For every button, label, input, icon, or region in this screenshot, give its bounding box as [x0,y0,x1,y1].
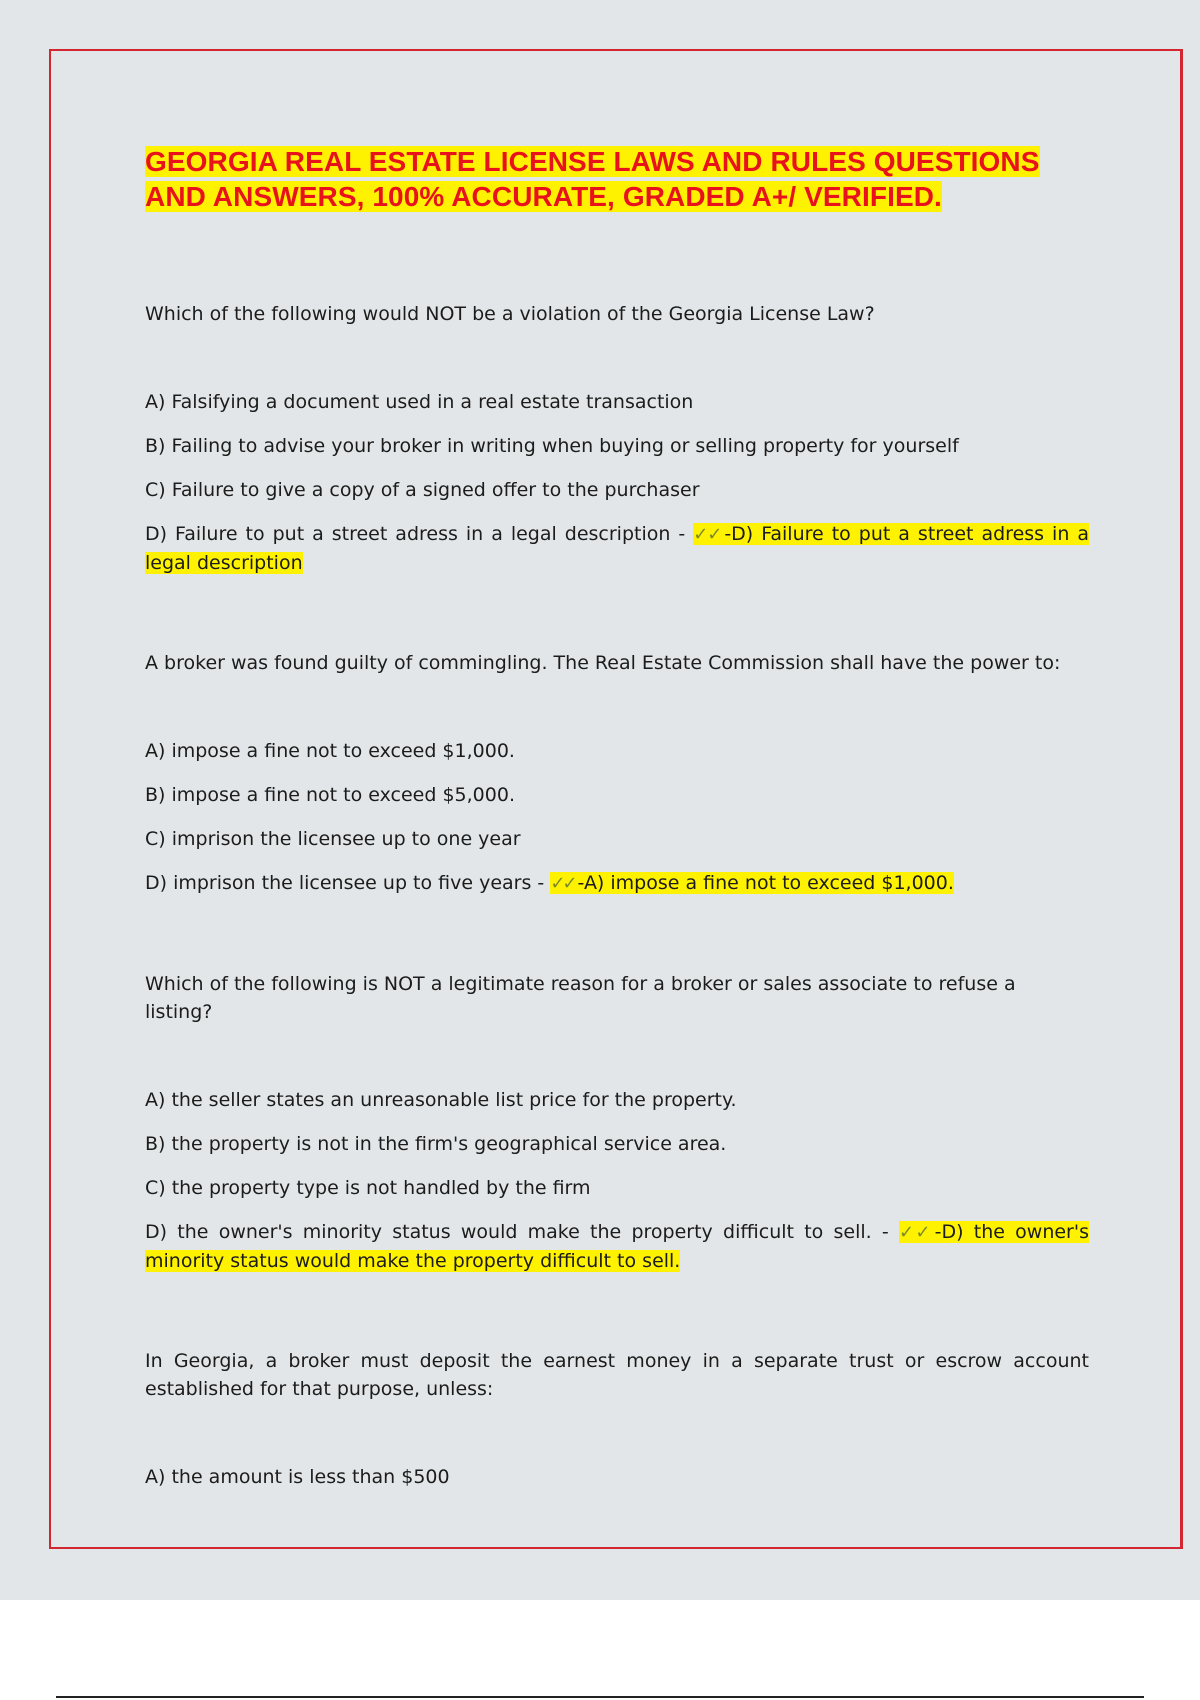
question-text: Which of the following would NOT be a violation of the Georgia License Law? [145,303,875,325]
option-text: D) the owner's minority status would make the property difficult to sell. - [145,1221,889,1243]
option-item: C) the property type is not handled by the firm [145,1177,591,1199]
question-block [145,300,1089,577]
question-block [145,1347,1089,1491]
option-item: A) the seller states an unreasonable list price for the property. [145,1089,737,1111]
double-check-icon: ✓✓ [899,1222,932,1243]
option-item: B) impose a fine not to exceed $5,000. [145,784,515,806]
title-line-1: GEORGIA REAL ESTATE LICENSE LAWS AND RULES QUESTIONS [145,146,1040,177]
question-text: A broker was found guilty of commingling. The Real Estate Commission shall have the power to: [145,652,1061,674]
title-line-2: AND ANSWERS, 100% ACCURATE, GRADED A+/ VERIFIED. [145,181,942,212]
double-check-icon: ✓✓ [693,524,722,545]
options-list [145,1086,1089,1275]
answer-text: -A) impose a fine not to exceed $1,000. [577,872,954,894]
question-list [145,300,1089,1507]
option-item-with-answer [145,520,1089,577]
option-item: B) the property is not in the firm's geographical service area. [145,1133,727,1155]
option-item: A) impose a fine not to exceed $1,000. [145,740,515,762]
options-list [145,388,1089,577]
option-item: A) Falsifying a document used in a real estate transaction [145,391,694,413]
options-list [145,737,1089,898]
question-text: Which of the following is NOT a legitimate reason for a broker or sales associate to refuse a listing? [145,973,1016,1023]
option-item: A) the amount is less than $500 [145,1466,450,1488]
question-block [145,970,1089,1275]
answer-text: -D) the owner's minority status would make the property difficult to sell. [145,1221,1089,1272]
option-text: D) imprison the licensee up to five years - [145,872,545,894]
question-block [145,649,1089,898]
option-item-with-answer [145,1218,1089,1275]
option-item: C) Failure to give a copy of a signed offer to the purchaser [145,479,700,501]
option-item: C) imprison the licensee up to one year [145,828,521,850]
option-item-with-answer [145,869,1089,898]
answer-highlight [550,872,954,894]
options-list [145,1463,1089,1491]
answer-text: -D) Failure to put a street adress in a legal description [145,523,1090,574]
document-title [145,144,1093,214]
double-check-icon: ✓✓ [550,873,575,894]
option-text: D) Failure to put a street adress in a legal description - [145,523,686,545]
question-text: In Georgia, a broker must deposit the earnest money in a separate trust or escrow account established for that purpose, unless: [145,1350,1089,1400]
option-item: B) Failing to advise your broker in writing when buying or selling property for yourself [145,435,959,457]
footer-divider [56,1696,1144,1698]
